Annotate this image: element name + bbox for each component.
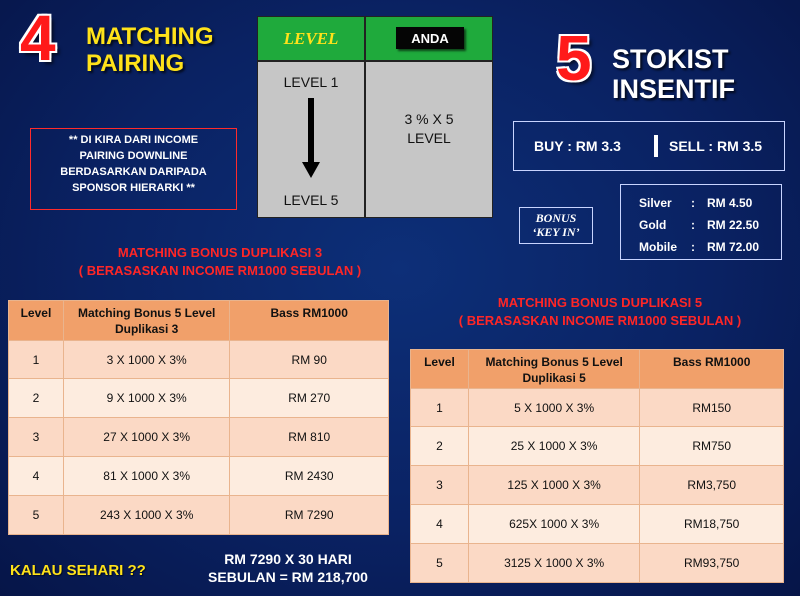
matching-pairing-line2: PAIRING bbox=[86, 49, 185, 77]
level-from: LEVEL 1 bbox=[283, 74, 339, 90]
anda-label: ANDA bbox=[396, 27, 464, 49]
cell-formula: 625X 1000 X 3% bbox=[468, 505, 639, 544]
level-value bbox=[366, 110, 492, 148]
table-header-row bbox=[9, 301, 389, 341]
income-note-box bbox=[30, 128, 237, 210]
matching-pairing-title bbox=[86, 24, 214, 78]
bonus-key-in-box bbox=[519, 207, 593, 244]
level-to: LEVEL 5 bbox=[283, 192, 339, 208]
section-number-4: 4 bbox=[20, 2, 56, 74]
table3-title-line1: MATCHING BONUS DUPLIKASI 3 bbox=[117, 245, 323, 260]
calc-line2: SEBULAN = RM 218,700 bbox=[208, 569, 368, 586]
cell-level: 4 bbox=[9, 457, 64, 496]
cell-level: 1 bbox=[9, 341, 64, 379]
bonus-value: RM 72.00 bbox=[707, 240, 760, 254]
bonus-list-box bbox=[620, 184, 782, 260]
calc-line1: RM 7290 X 30 HARI bbox=[224, 551, 352, 567]
table5-title-line2: ( BERASASKAN INCOME RM1000 SEBULAN ) bbox=[458, 312, 742, 328]
bonus-key-line2: ‘KEY IN’ bbox=[532, 225, 580, 240]
down-arrow-icon bbox=[301, 98, 321, 180]
bonus-sep: : bbox=[691, 196, 695, 210]
matching-pairing-line1: MATCHING bbox=[86, 23, 214, 50]
level-value-line1: 3 % X 5 bbox=[404, 111, 454, 127]
bonus-name: Silver bbox=[639, 196, 672, 210]
table-row bbox=[9, 496, 389, 535]
cell-formula: 9 X 1000 X 3% bbox=[63, 379, 230, 418]
cell-formula: 81 X 1000 X 3% bbox=[63, 457, 230, 496]
table-row bbox=[411, 505, 784, 544]
cell-amount: RM150 bbox=[640, 389, 784, 427]
cell-amount: RM 7290 bbox=[230, 496, 389, 535]
col-matching-header: Matching Bonus 5 Level Duplikasi 5 bbox=[468, 350, 639, 389]
anda-header bbox=[365, 16, 493, 61]
cell-level: 3 bbox=[411, 466, 469, 505]
bonus-name: Gold bbox=[639, 218, 667, 232]
cell-level: 5 bbox=[9, 496, 64, 535]
col-level-header: Level bbox=[411, 350, 469, 389]
section-number-5: 5 bbox=[556, 22, 592, 94]
price-box bbox=[513, 121, 785, 171]
col-bass-header: Bass RM1000 bbox=[230, 301, 389, 341]
table3-title-line2: ( BERASASKAN INCOME RM1000 SEBULAN ) bbox=[78, 262, 362, 278]
bonus-value: RM 4.50 bbox=[707, 196, 753, 210]
cell-level: 1 bbox=[411, 389, 469, 427]
cell-amount: RM 2430 bbox=[230, 457, 389, 496]
price-divider bbox=[654, 135, 658, 157]
cell-formula: 25 X 1000 X 3% bbox=[468, 427, 639, 466]
bonus-value: RM 22.50 bbox=[707, 218, 760, 232]
sell-price: SELL : RM 3.5 bbox=[669, 138, 763, 154]
cell-level: 5 bbox=[411, 544, 469, 583]
table-row bbox=[411, 466, 784, 505]
cell-formula: 3125 X 1000 X 3% bbox=[468, 544, 639, 583]
duplikasi3-table bbox=[8, 300, 389, 535]
level-header: LEVEL bbox=[257, 16, 365, 61]
cell-level: 2 bbox=[411, 427, 469, 466]
monthly-calculation bbox=[188, 550, 388, 586]
bonus-name: Mobile bbox=[639, 240, 677, 254]
level-value-line2: LEVEL bbox=[407, 129, 451, 146]
bonus-key-line1: BONUS bbox=[535, 211, 577, 225]
cell-formula: 27 X 1000 X 3% bbox=[63, 418, 230, 457]
table-row bbox=[9, 341, 389, 379]
table-row bbox=[9, 418, 389, 457]
note-line-3: BERDASARKAN DARIPADA bbox=[60, 165, 207, 178]
stokist-insentif-line1: STOKIST bbox=[612, 44, 729, 74]
buy-price: BUY : RM 3.3 bbox=[534, 138, 621, 154]
note-line-4: SPONSOR HIERARKI ** bbox=[72, 181, 195, 194]
bonus-sep: : bbox=[691, 218, 695, 232]
table-row bbox=[9, 379, 389, 418]
table5-title bbox=[400, 294, 800, 329]
stokist-insentif-title bbox=[612, 44, 735, 104]
level-range-cell bbox=[257, 61, 365, 218]
level-table bbox=[257, 16, 493, 218]
note-line-1: ** DI KIRA DARI INCOME bbox=[68, 134, 199, 146]
cell-level: 3 bbox=[9, 418, 64, 457]
table-header-row bbox=[411, 350, 784, 389]
col-matching-header: Matching Bonus 5 Level Duplikasi 3 bbox=[63, 301, 230, 341]
table-row bbox=[411, 544, 784, 583]
table5-title-line1: MATCHING BONUS DUPLIKASI 5 bbox=[497, 295, 703, 310]
cell-formula: 243 X 1000 X 3% bbox=[63, 496, 230, 535]
cell-formula: 125 X 1000 X 3% bbox=[468, 466, 639, 505]
level-value-cell bbox=[365, 61, 493, 218]
table-row bbox=[9, 457, 389, 496]
bonus-sep: : bbox=[691, 240, 695, 254]
cell-amount: RM750 bbox=[640, 427, 784, 466]
kalau-sehari-label: KALAU SEHARI ?? bbox=[10, 562, 146, 579]
cell-amount: RM18,750 bbox=[640, 505, 784, 544]
table3-title bbox=[0, 244, 440, 279]
col-bass-header: Bass RM1000 bbox=[640, 350, 784, 389]
note-line-2: PAIRING DOWNLINE bbox=[79, 149, 188, 162]
stokist-insentif-line2: INSENTIF bbox=[612, 74, 736, 105]
cell-amount: RM 270 bbox=[230, 379, 389, 418]
cell-level: 2 bbox=[9, 379, 64, 418]
table-row bbox=[411, 427, 784, 466]
cell-amount: RM93,750 bbox=[640, 544, 784, 583]
cell-level: 4 bbox=[411, 505, 469, 544]
table-row bbox=[411, 389, 784, 427]
cell-amount: RM 90 bbox=[230, 341, 389, 379]
duplikasi5-table bbox=[410, 349, 784, 583]
cell-amount: RM 810 bbox=[230, 418, 389, 457]
cell-formula: 3 X 1000 X 3% bbox=[63, 341, 230, 379]
cell-amount: RM3,750 bbox=[640, 466, 784, 505]
col-level-header: Level bbox=[9, 301, 64, 341]
cell-formula: 5 X 1000 X 3% bbox=[468, 389, 639, 427]
